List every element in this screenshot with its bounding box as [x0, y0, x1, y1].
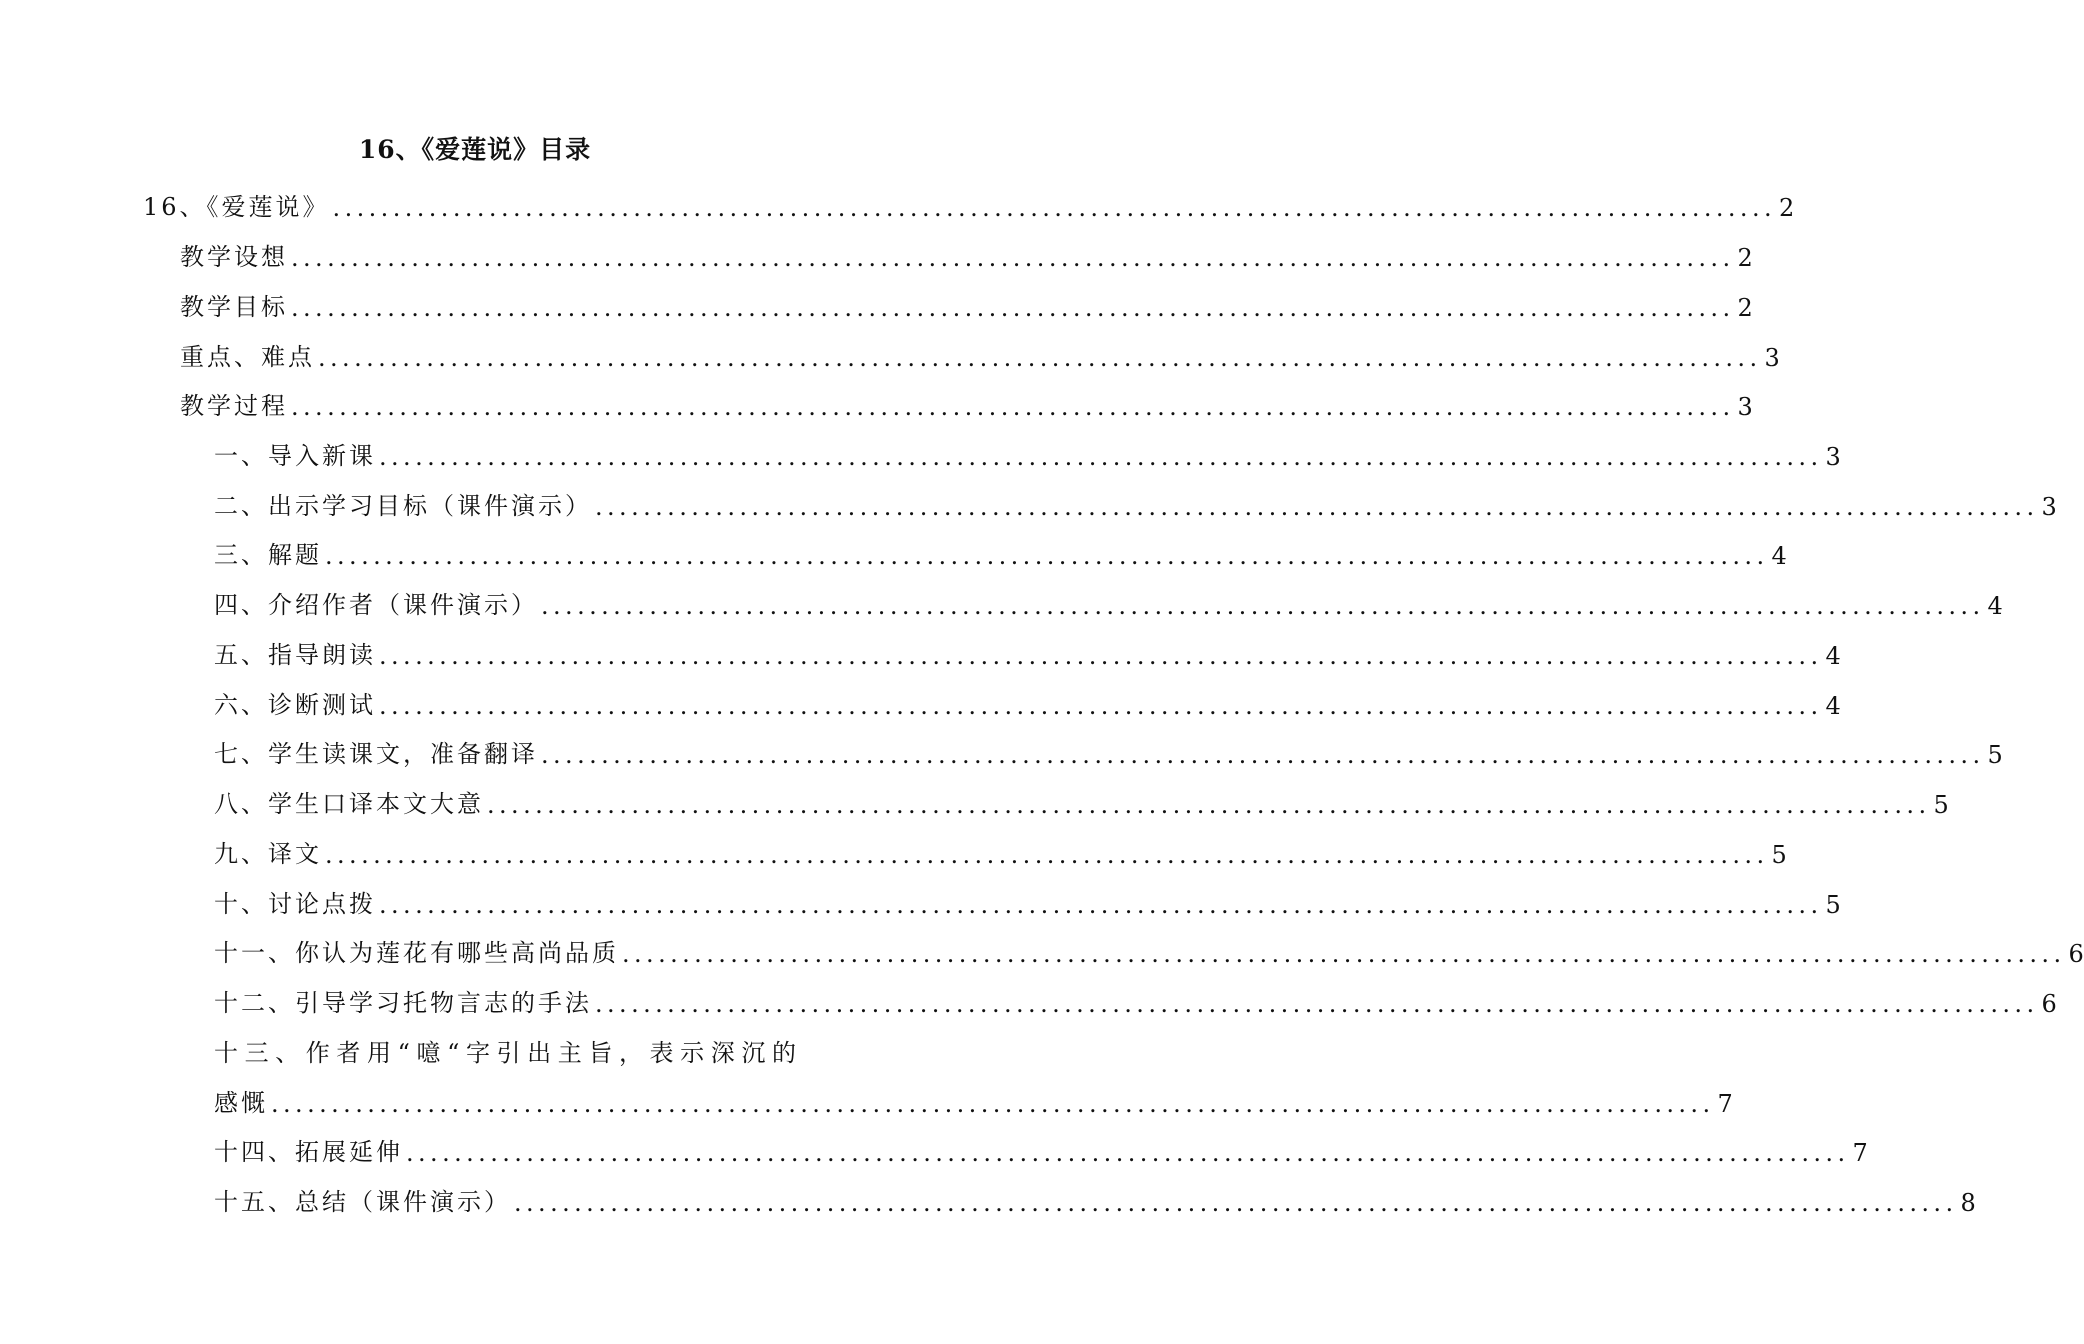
- toc-entry-page: 5: [1825, 891, 1841, 919]
- toc-entry-label: 16、《爱莲说》: [143, 193, 330, 221]
- toc-entry[interactable]: [214, 829, 1787, 869]
- toc-entry-wrapped-line[interactable]: 十三、作者用“噫“字引出主旨，表示深沉的: [214, 1039, 803, 1067]
- dot-leader: ........................................................................................................................: [379, 642, 1823, 670]
- toc-entry-label: 教学过程: [180, 392, 288, 420]
- toc-entry[interactable]: [180, 232, 1753, 272]
- toc-entry-page: 3: [1737, 393, 1753, 421]
- toc-entry-label: 六、诊断测试: [214, 691, 376, 719]
- dot-leader: ........................................................................................................................: [271, 1090, 1715, 1118]
- toc-entry-page: 2: [1737, 244, 1753, 272]
- dot-leader: ........................................................................................................................: [291, 244, 1735, 272]
- toc-entry-label: 十二、引导学习托物言志的手法: [214, 989, 592, 1017]
- toc-entry-page: 4: [1825, 642, 1841, 670]
- toc-entry-page: 5: [1987, 741, 2003, 769]
- toc-entry[interactable]: [214, 680, 1841, 720]
- dot-leader: ........................................................................................................................: [541, 741, 1985, 769]
- toc-entry-page: 4: [1987, 592, 2003, 620]
- dot-leader: ........................................................................................................................: [291, 393, 1735, 421]
- toc-entry[interactable]: [180, 282, 1753, 322]
- toc-entry-label: 感慨: [214, 1089, 268, 1117]
- toc-entry-page: 4: [1825, 692, 1841, 720]
- dot-leader: ........................................................................................................................: [595, 493, 2039, 521]
- toc-entry[interactable]: [180, 381, 1753, 421]
- dot-leader: ........................................................................................................................: [487, 791, 1931, 819]
- page-title: 16、《爱莲说》目录: [358, 135, 592, 164]
- toc-entry[interactable]: [214, 530, 1787, 570]
- toc-entry-page: 3: [1764, 344, 1780, 372]
- toc-entry[interactable]: [214, 481, 2057, 521]
- dot-leader: ........................................................................................................................: [325, 841, 1769, 869]
- toc-entry[interactable]: [214, 1127, 1868, 1167]
- toc-entry-page: 5: [1933, 791, 1949, 819]
- toc-entry-page: 7: [1852, 1139, 1868, 1167]
- toc-entry-label: 三、解题: [214, 541, 322, 569]
- dot-leader: ........................................................................................................................: [514, 1189, 1958, 1217]
- toc-entry-label: 十四、拓展延伸: [214, 1138, 403, 1166]
- dot-leader: ........................................................................................................................: [332, 194, 1777, 222]
- toc-entry[interactable]: [214, 1078, 1733, 1118]
- toc-entry[interactable]: [180, 332, 1780, 372]
- toc-entry[interactable]: [214, 879, 1841, 919]
- toc-entry[interactable]: [214, 928, 2084, 968]
- toc-entry-label: 二、出示学习目标（课件演示）: [214, 492, 592, 520]
- dot-leader: ........................................................................................................................: [622, 940, 2066, 968]
- dot-leader: ........................................................................................................................: [379, 692, 1823, 720]
- toc-entry[interactable]: [143, 182, 1795, 222]
- toc-entry-label: 五、指导朗读: [214, 641, 376, 669]
- toc-entry-page: 3: [1825, 443, 1841, 471]
- toc-entry[interactable]: [214, 779, 1949, 819]
- toc-entry-label: 教学目标: [180, 293, 288, 321]
- toc-entry[interactable]: [214, 580, 2003, 620]
- toc-entry-label: 十一、你认为莲花有哪些高尚品质: [214, 939, 619, 967]
- toc-entry-page: 6: [2068, 940, 2084, 968]
- toc-entry-label: 十、讨论点拨: [214, 890, 376, 918]
- toc-entry-label: 七、学生读课文，准备翻译: [214, 740, 538, 768]
- toc-entry-label: 教学设想: [180, 243, 288, 271]
- toc-entry-label: 十五、总结（课件演示）: [214, 1188, 511, 1216]
- toc-entry-page: 2: [1737, 294, 1753, 322]
- dot-leader: ........................................................................................................................: [541, 592, 1985, 620]
- toc-entry-page: 8: [1960, 1189, 1976, 1217]
- toc-entry-label: 九、译文: [214, 840, 322, 868]
- toc-entry-page: 6: [2041, 990, 2057, 1018]
- toc-entry[interactable]: [214, 630, 1841, 670]
- toc-entry-label: 重点、难点: [180, 343, 315, 371]
- dot-leader: ........................................................................................................................: [318, 344, 1762, 372]
- toc-entry-label: 四、介绍作者（课件演示）: [214, 591, 538, 619]
- dot-leader: ........................................................................................................................: [406, 1139, 1850, 1167]
- toc-entry-page: 5: [1771, 841, 1787, 869]
- toc-entry[interactable]: [214, 978, 2057, 1018]
- toc-entry-page: 7: [1717, 1090, 1733, 1118]
- toc-entry-label: 一、导入新课: [214, 442, 376, 470]
- toc-entry[interactable]: [214, 431, 1841, 471]
- toc-entry-page: 2: [1779, 194, 1795, 222]
- dot-leader: ........................................................................................................................: [379, 891, 1823, 919]
- dot-leader: ........................................................................................................................: [379, 443, 1823, 471]
- dot-leader: ........................................................................................................................: [291, 294, 1735, 322]
- toc-entry[interactable]: [214, 729, 2003, 769]
- dot-leader: ........................................................................................................................: [595, 990, 2039, 1018]
- toc-entry-label: 八、学生口译本文大意: [214, 790, 484, 818]
- toc-entry-page: 4: [1771, 542, 1787, 570]
- dot-leader: ........................................................................................................................: [325, 542, 1769, 570]
- toc-entry[interactable]: [214, 1177, 1976, 1217]
- toc-entry-page: 3: [2041, 493, 2057, 521]
